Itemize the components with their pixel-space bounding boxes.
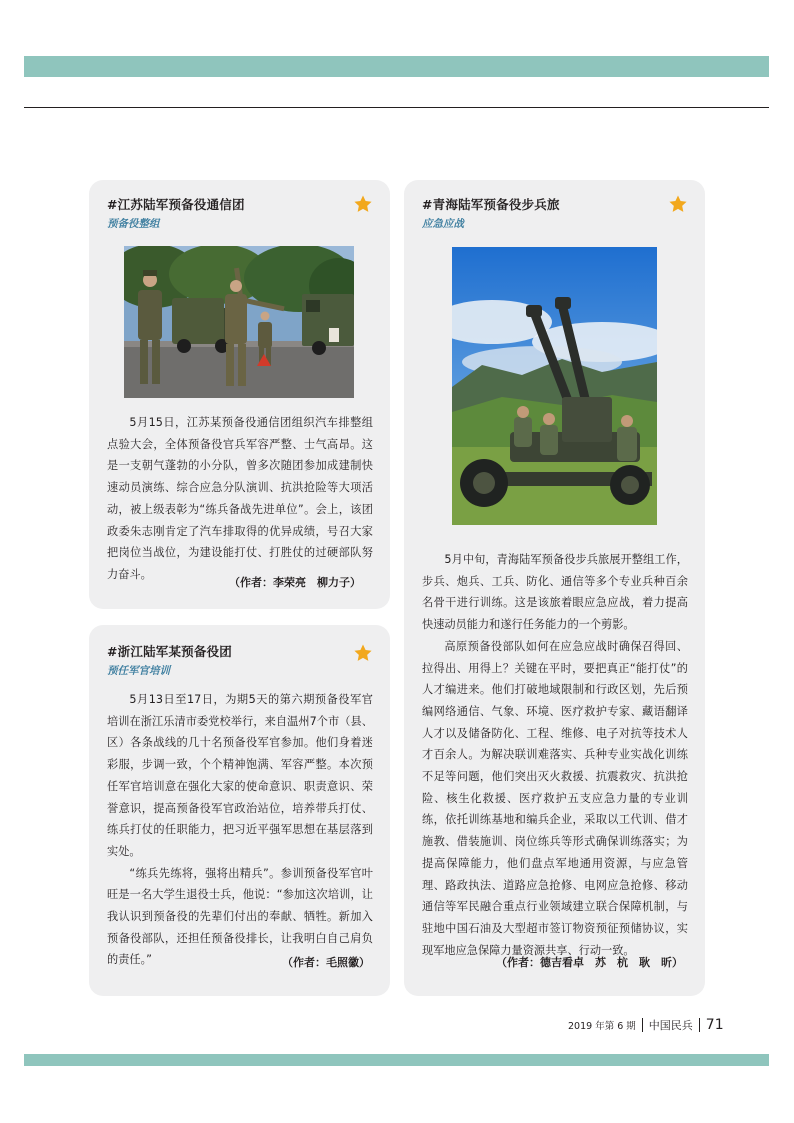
card-title: #浙江陆军某预备役团 [107, 644, 232, 659]
star-icon [353, 643, 373, 663]
article-body [107, 412, 373, 586]
magazine-name: 中国民兵 [648, 1019, 693, 1032]
qinghai-card [404, 180, 705, 996]
jiangsu-card [89, 180, 390, 609]
article-paragraph: 高原预备役部队如何在应急应战时确保召得回、拉得出、用得上？关键在平时，要把真正“能打仗”的人才编进来。他们打破地域限制和行政区划，先后预编网络通信、气象、环境、医疗救护专家、藏语翻译人才以及储备防化、工程、维修、电子对抗等技术人才百余人。为解决联训难落实、兵种专业实战化训练不足等问题，他们突出灭火救援、抗震救灾、抗洪抢险、核生化救援、医疗救护五支应急力量的专业训练，依托训练基地和编兵企业，采取以工代训、借才施教、借装施训、岗位练兵等形式确保训练落实；为提高保障能力，他们盘点军地通用资源，与应急管理、路政执法、道路应急抢修、电网应急抢修、移动通信等军民融合重点行业领域建立联合保障机制，与驻地中国石油及大型超市签订物资预征预储协议，实现军地应急保障力量资源共享、行动一致。 [422, 639, 688, 957]
author-byline: （作者：德吉看卓 苏 杭 耿 昕） [496, 956, 683, 969]
header-rule [24, 107, 769, 108]
star-icon [668, 194, 688, 214]
top-color-band [24, 56, 769, 77]
bottom-color-band [24, 1054, 769, 1066]
anti-aircraft-gun-photo [452, 247, 657, 525]
author-byline: （作者：毛照徽） [282, 956, 370, 969]
author-byline: （作者：李荣亮 柳力子） [229, 576, 361, 589]
article-paragraph: “练兵先练将，强将出精兵”。参训预备役军官叶旺是一名大学生退役士兵，他说：“参加这次培训，让我认识到预备役的先辈们付出的奉献、牺牲。新加入预备役部队，还担任预备役排长，让我明白自己肩负的责任。” [107, 866, 373, 967]
card-subtitle: 预任军官培训 [107, 665, 170, 677]
article-paragraph: 5月13日至17日，为期5天的第六期预备役军官培训在浙江乐清市委党校举行，来自温州7个市（县、区）各条战线的几十名预备役军官参加。他们身着迷彩服，步调一致，个个精神饱满、军容严整。本次预任军官培训意在强化大家的使命意识、职责意识、荣誉意识，提高预备役军官政治站位，培养带兵打仗、练兵打仗的任职能力，把习近平强军思想在基层落到实处。 [107, 693, 373, 858]
star-icon [353, 194, 373, 214]
card-title: #青海陆军预备役步兵旅 [422, 197, 560, 212]
issue-label: 2019 年第 6 期 [568, 1021, 636, 1032]
article-body [107, 689, 373, 971]
article-paragraph: 5月15日，江苏某预备役通信团组织汽车排整组点验大会，全体预备役官兵军容严整、士气高昂。这是一支朝气蓬勃的小分队，曾多次随团参加成建制快速动员演练、综合应急分队演训、抗洪抢险等大项活动，被上级表彰为“练兵备战先进单位”。会上，该团政委朱志刚肯定了汽车排取得的优异成绩，号召大家把岗位当战位，为建设能打仗、打胜仗的过硬部队努力奋斗。 [107, 416, 373, 581]
card-title: #江苏陆军预备役通信团 [107, 197, 245, 212]
zhejiang-card [89, 625, 390, 996]
card-subtitle: 预备役整组 [107, 218, 160, 230]
article-body [422, 549, 688, 961]
footer-divider [642, 1018, 643, 1032]
article-paragraph: 5月中旬，青海陆军预备役步兵旅展开整组工作，步兵、炮兵、工兵、防化、通信等多个专业兵种百余名骨干进行训练。这是该旅着眼应急应战，着力提高快速动员能力和遂行任务能力的一个剪影。 [422, 553, 688, 632]
footer-divider [699, 1018, 700, 1032]
page-footer [568, 1017, 724, 1033]
page-number: 71 [705, 1017, 724, 1033]
card-subtitle: 应急应战 [422, 218, 464, 230]
vehicle-inspection-photo [124, 246, 354, 398]
